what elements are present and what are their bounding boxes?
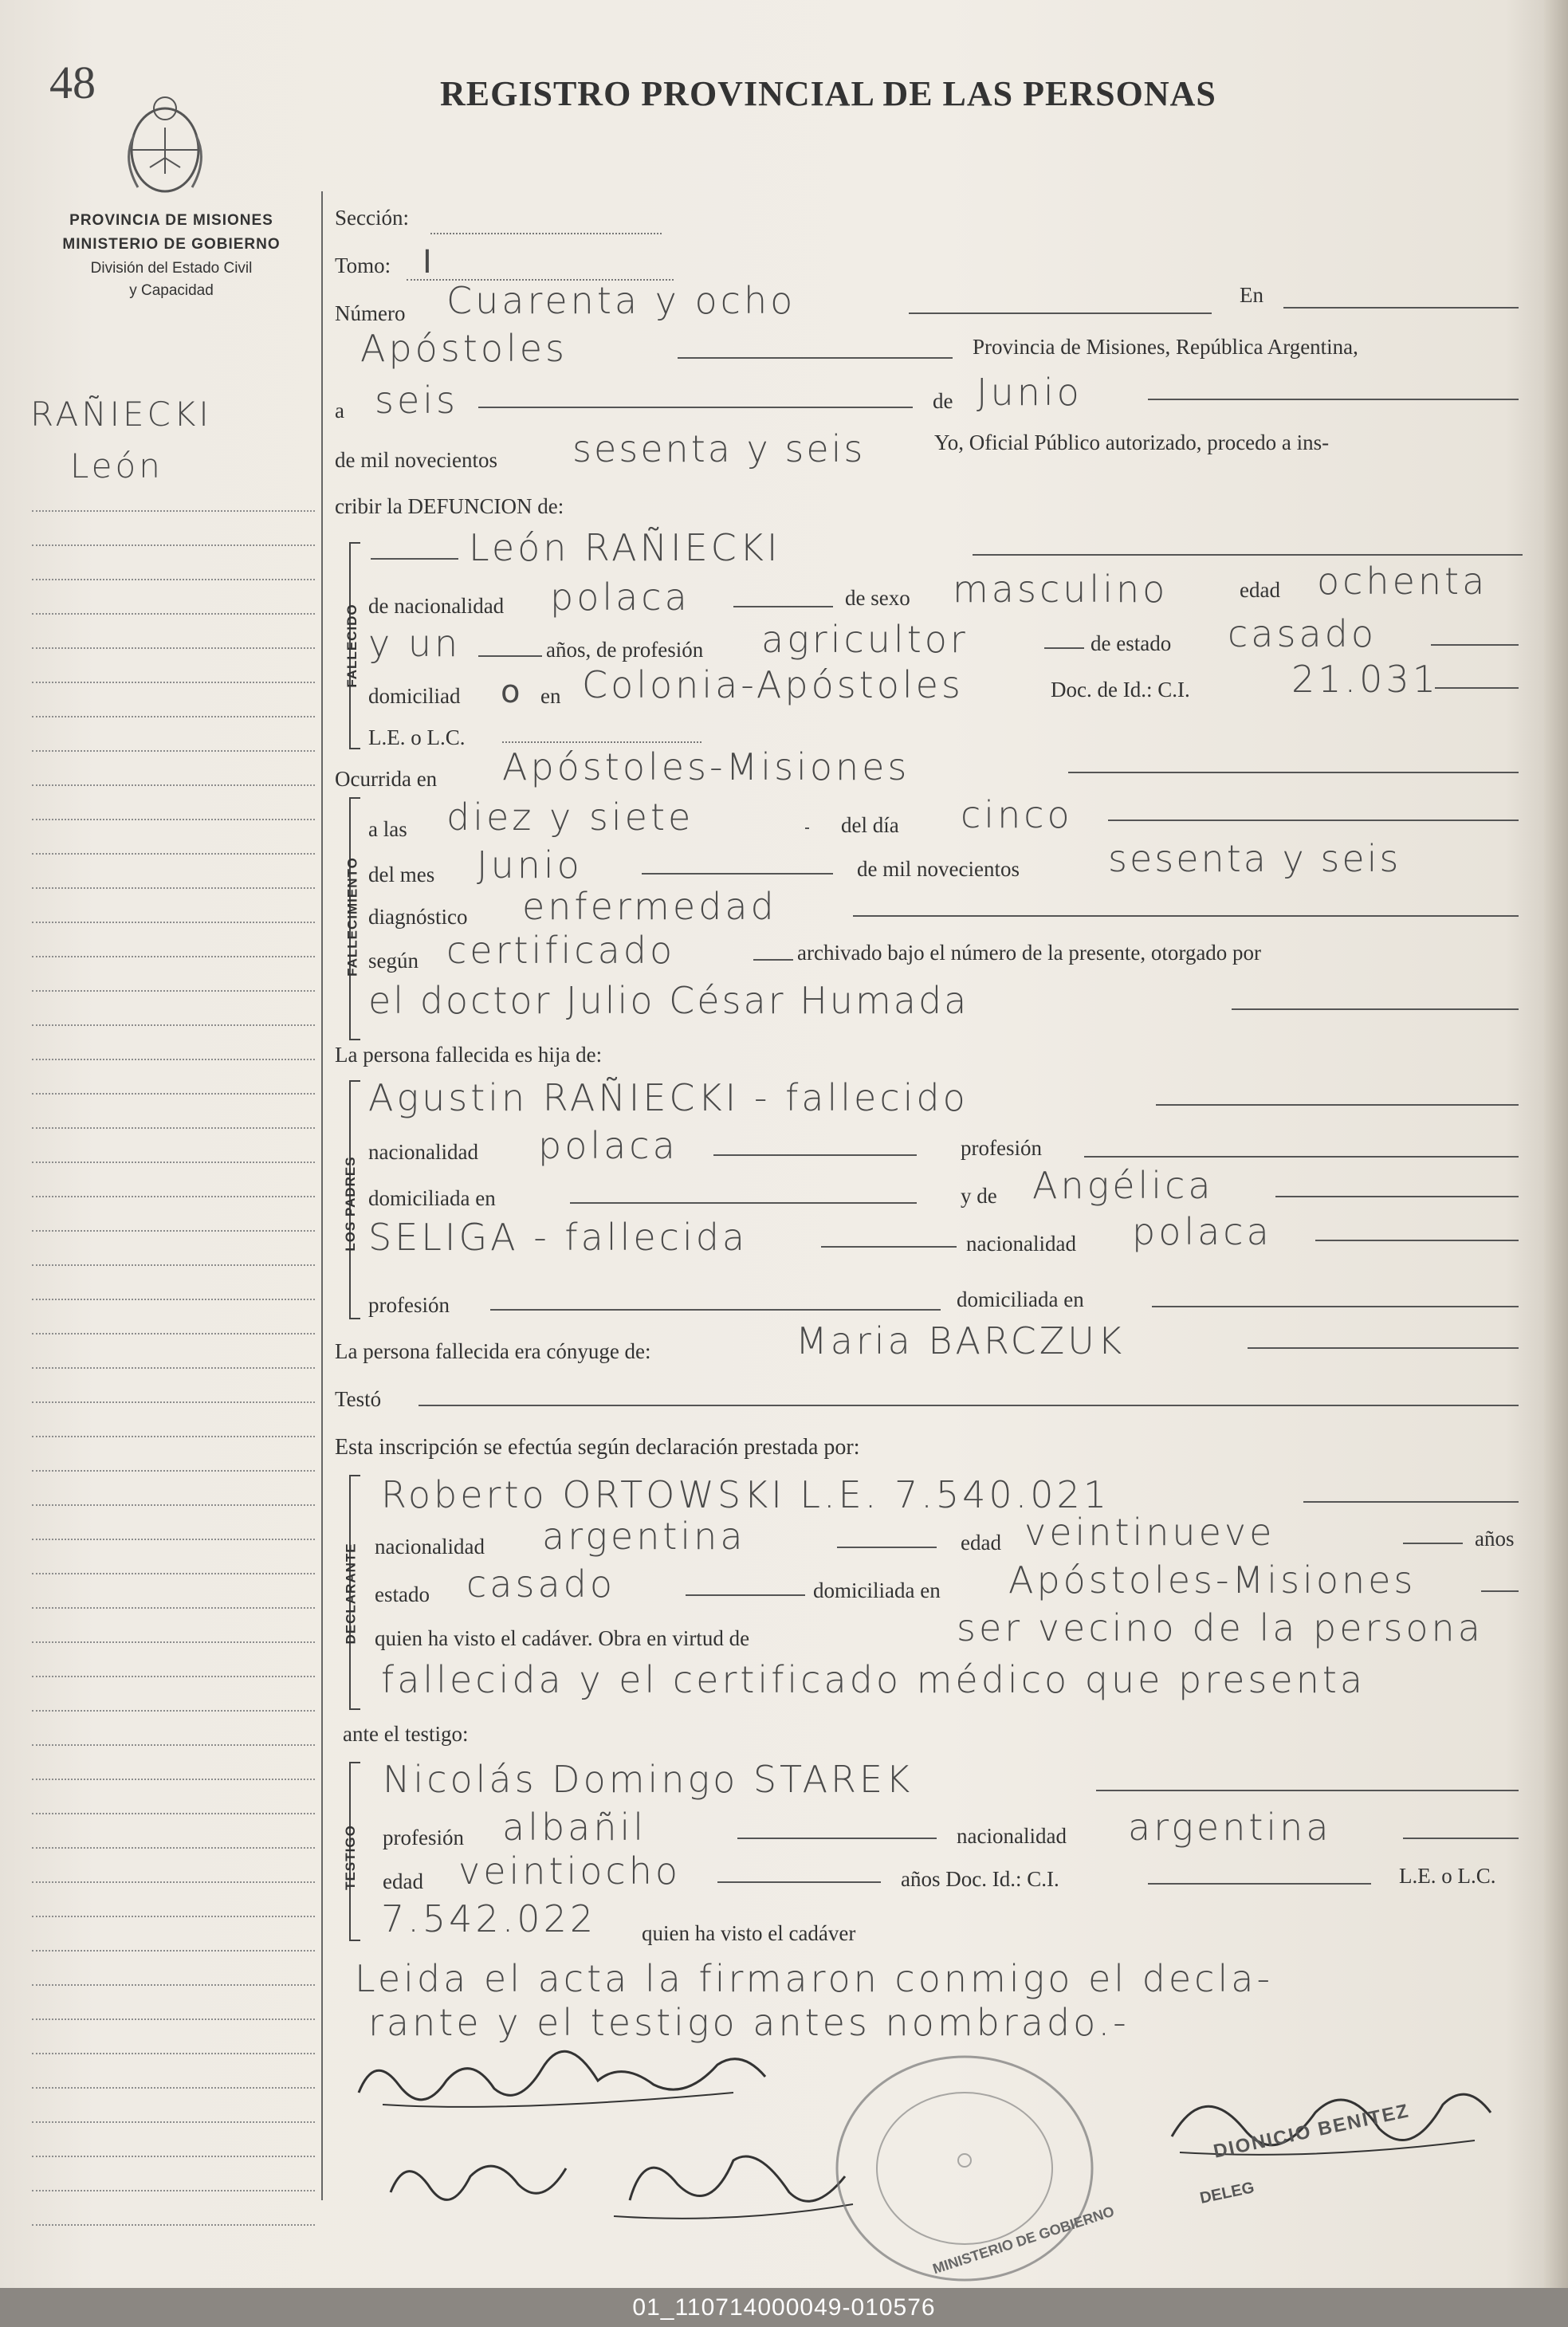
label-ante-testigo: ante el testigo: (343, 1722, 469, 1746)
value-estado: casado (1228, 612, 1377, 655)
value-testigo-doc: 7.542.022 (381, 1897, 597, 1940)
value-anio-fallecimiento: sesenta y seis (1108, 837, 1401, 880)
line-madre-profesion (490, 1309, 941, 1311)
label-edad: edad (1240, 578, 1280, 602)
margin-surname: RAÑIECKI (30, 395, 212, 434)
label-declarante-edad: edad (961, 1531, 1001, 1555)
authority-line-4: y Capacidad (129, 282, 214, 299)
line-declarante-edad (1403, 1543, 1463, 1544)
margin-rule (32, 956, 315, 957)
label-a-las: a las (368, 817, 407, 841)
line-padre-nacionalidad (713, 1154, 917, 1156)
signature-testigo (375, 2128, 869, 2232)
label-quien-visto: quien ha visto el cadáver. Obra en virtud de (375, 1626, 750, 1650)
authority-line-1: PROVINCIA DE MISIONES (69, 212, 273, 229)
value-testigo-profesion: albañil (502, 1806, 647, 1849)
line-ocurrida-en (1068, 772, 1519, 773)
margin-rule (32, 1641, 315, 1643)
stamp-name: DIONICIO BENITEZ (1211, 2100, 1412, 2163)
value-segun: certificado (446, 929, 676, 972)
label-testigo-profesion: profesión (383, 1826, 464, 1849)
label-a: a (335, 399, 344, 423)
margin-rule (32, 990, 315, 992)
margin-rule (32, 1162, 315, 1163)
margin-rule (32, 1881, 315, 1883)
label-cribir: cribir la DEFUNCION de: (335, 494, 564, 518)
line-madre-nacionalidad (1315, 1240, 1519, 1241)
line-diagnostico (853, 915, 1519, 917)
value-madre-2: SELIGA - fallecida (368, 1216, 749, 1259)
line-madre-domiciliada (1152, 1306, 1519, 1307)
margin-rule (32, 1436, 315, 1437)
value-numero: Cuarenta y ocho (446, 279, 796, 322)
margin-rule (32, 922, 315, 923)
line-hora (805, 827, 809, 829)
value-dia: seis (375, 379, 459, 422)
side-label-testigo: TESTIGO (343, 1825, 358, 1890)
line-doctor (1232, 1008, 1519, 1010)
side-label-declarante: DECLARANTE (343, 1543, 359, 1645)
label-numero: Número (335, 301, 406, 325)
line-declarante-nacionalidad (837, 1547, 937, 1548)
label-segun: según (368, 949, 419, 973)
margin-rule (32, 613, 315, 615)
margin-rule (32, 579, 315, 580)
label-tomo: Tomo: (335, 254, 391, 277)
value-obra-virtud-2: fallecida y el certificado médico que presenta (381, 1658, 1366, 1701)
margin-rule (32, 1333, 315, 1334)
margin-rule (32, 1401, 315, 1403)
value-mes: Junio (977, 371, 1083, 414)
margin-rule (32, 2224, 315, 2226)
label-hija-de: La persona fallecida es hija de: (335, 1043, 603, 1067)
label-testigo-edad: edad (383, 1869, 423, 1893)
margin-rule (32, 784, 315, 786)
value-cierre-2: rante y el testigo antes nombrado.- (368, 2001, 1130, 2044)
margin-rule (32, 887, 315, 889)
margin-rule (32, 1676, 315, 1677)
margin-rule (32, 1847, 315, 1849)
label-de-estado: de estado (1091, 631, 1172, 655)
value-testigo-edad: veintiocho (458, 1849, 682, 1893)
value-domicilio: Colonia-Apóstoles (582, 663, 964, 706)
label-declarante-anos: años (1475, 1527, 1515, 1551)
label-de-sexo: de sexo (845, 586, 910, 610)
margin-rule (32, 682, 315, 683)
value-dia-fallecimiento: cinco (961, 793, 1073, 836)
label-ocurrida-en: Ocurrida en (335, 767, 438, 791)
line-profesion (1044, 647, 1084, 649)
label-declarante-nacionalidad: nacionalidad (375, 1535, 485, 1559)
label-de-mil: de mil novecientos (335, 448, 497, 472)
line-padre (1156, 1104, 1519, 1106)
value-padre: Agustin RAÑIECKI - fallecido (368, 1076, 969, 1119)
value-madre-nacionalidad: polaca (1132, 1210, 1272, 1253)
line-testigo-ci (1148, 1883, 1371, 1885)
line-testigo-nacionalidad (1403, 1838, 1519, 1839)
value-conyuge: Maria BARCZUK (796, 1319, 1126, 1362)
value-declarante-edad: veintinueve (1024, 1511, 1275, 1554)
seal-ring-text: MINISTERIO DE GOBIERNO (930, 2203, 1117, 2278)
value-lugar: Apóstoles (360, 327, 568, 370)
label-testigo-le-lc: L.E. o L.C. (1399, 1864, 1496, 1888)
label-de: de (933, 389, 953, 413)
value-nombre: León RAÑIECKI (469, 526, 781, 569)
line-ci (1435, 687, 1519, 689)
line-segun (753, 959, 793, 961)
label-de-mil-2: de mil novecientos (857, 857, 1020, 881)
margin-rule (32, 2018, 315, 2020)
margin-rule (32, 2053, 315, 2054)
label-padre-profesion: profesión (961, 1136, 1042, 1160)
line-declarante-estado (686, 1594, 805, 1596)
label-del-mes: del mes (368, 863, 435, 886)
line-padre-domiciliada (570, 1202, 917, 1204)
label-le-lc: L.E. o L.C. (368, 725, 466, 749)
line-testigo-profesion (737, 1838, 937, 1839)
value-edad-2: y un (368, 622, 462, 665)
value-declarante-domicilio: Apóstoles-Misiones (1008, 1559, 1417, 1602)
margin-rule (32, 1470, 315, 1472)
line-testo (419, 1405, 1519, 1406)
label-del-dia: del día (841, 813, 899, 837)
line-declarante (1303, 1501, 1519, 1503)
signature-declarante (351, 2037, 781, 2125)
value-profesion: agricultor (761, 618, 969, 661)
margin-rule (32, 1059, 315, 1060)
side-label-padres: LOS PADRES (343, 1156, 358, 1252)
margin-name: León (70, 446, 163, 485)
label-testigo-nacionalidad: nacionalidad (957, 1824, 1067, 1848)
value-domiciliado-suffix: o (501, 674, 523, 710)
margin-rule (32, 1710, 315, 1712)
margin-rule (32, 647, 315, 649)
value-testigo-nacionalidad: argentina (1128, 1806, 1332, 1849)
value-ocurrida-en: Apóstoles-Misiones (502, 745, 910, 788)
line-padre-profesion (1084, 1156, 1519, 1158)
value-madre-1: Angélica (1032, 1164, 1214, 1207)
side-label-fallecimiento: FALLECIMIENTO (344, 857, 360, 977)
margin-rule (32, 2121, 315, 2123)
margin-rule (32, 2087, 315, 2089)
value-doctor: el doctor Julio César Humada (368, 979, 969, 1022)
label-testo: Testó (335, 1387, 382, 1411)
margin-rule (32, 1813, 315, 1814)
label-doc-id: Doc. de Id.: C.I. (1051, 678, 1190, 702)
label-madre-domiciliada: domiciliada en (957, 1287, 1084, 1311)
value-mes-fallecimiento: Junio (477, 843, 583, 886)
margin-rule (32, 1916, 315, 1917)
line-declarante-domicilio (1481, 1590, 1519, 1592)
value-declarante-estado: casado (466, 1562, 615, 1606)
value-testigo: Nicolás Domingo STAREK (383, 1758, 914, 1801)
value-tomo: I (422, 244, 434, 281)
value-anio: sesenta y seis (572, 427, 866, 470)
value-nacionalidad: polaca (550, 576, 690, 619)
document-title: REGISTRO PROVINCIAL DE LAS PERSONAS (440, 74, 1216, 113)
value-padre-nacionalidad: polaca (538, 1124, 678, 1167)
label-provincia: Provincia de Misiones, República Argentina, (973, 335, 1358, 359)
line-testigo-edad (717, 1881, 881, 1883)
line-madre-1 (1275, 1196, 1519, 1197)
margin-rule (32, 1367, 315, 1369)
label-conyuge: La persona fallecida era cónyuge de: (335, 1339, 651, 1363)
margin-rule (32, 1573, 315, 1574)
line-conyuge (1248, 1347, 1519, 1349)
margin-rule (32, 1539, 315, 1540)
margin-rule (32, 1024, 315, 1026)
margin-rule (32, 819, 315, 820)
value-ci: 21.031 (1291, 658, 1439, 701)
margin-rule (32, 544, 315, 546)
label-padre-nacionalidad: nacionalidad (368, 1140, 478, 1164)
line-en (1283, 307, 1519, 309)
authority-line-3: División del Estado Civil (90, 260, 253, 277)
margin-rule (32, 1984, 315, 1986)
line-testigo (1096, 1790, 1519, 1791)
margin-rule (32, 750, 315, 752)
label-archivado: archivado bajo el número de la presente, otorgado por (797, 941, 1262, 965)
line-dia (478, 407, 913, 408)
margin-rule (32, 510, 315, 512)
label-domiciliado: domiciliad (368, 684, 461, 708)
value-declarante-nacionalidad: argentina (542, 1515, 746, 1558)
margin-rule (32, 1196, 315, 1197)
value-diagnostico: enfermedad (522, 885, 777, 928)
book-spine (1544, 0, 1568, 2288)
line-nombre-right (973, 554, 1523, 556)
line-seccion (430, 233, 662, 234)
label-testigo-anos-doc: años Doc. Id.: C.I. (901, 1867, 1059, 1891)
label-madre-nacionalidad: nacionalidad (966, 1232, 1076, 1256)
line-edad (478, 655, 542, 657)
line-mes-fallecimiento (642, 873, 833, 875)
line-estado (1431, 644, 1519, 646)
line-madre-2 (821, 1246, 957, 1248)
label-anos-profesion: años, de profesión (546, 638, 704, 662)
column-divider (321, 191, 323, 2200)
margin-rule (32, 1299, 315, 1300)
margin-rule (32, 1607, 315, 1609)
label-de-nacionalidad: de nacionalidad (368, 594, 505, 618)
margin-rule (32, 1093, 315, 1095)
line-numero (909, 312, 1212, 314)
margin-rule (32, 1230, 315, 1232)
margin-rule (32, 1744, 315, 1746)
page-number: 48 (49, 57, 96, 108)
image-id-footer: 01_110714000049-010576 (0, 2288, 1568, 2327)
label-yo-oficial: Yo, Oficial Público autorizado, procedo a ins- (934, 430, 1330, 454)
line-nacionalidad (733, 606, 833, 607)
margin-rule (32, 2190, 315, 2191)
authority-line-2: MINISTERIO DE GOBIERNO (62, 236, 281, 253)
label-en: En (1240, 283, 1263, 307)
label-inscripcion: Esta inscripción se efectúa según declaración prestada por: (335, 1435, 860, 1460)
coat-of-arms-icon (118, 80, 212, 199)
value-declarante: Roberto ORTOWSKI L.E. 7.540.021 (381, 1473, 1110, 1516)
label-quien-visto-2: quien ha visto el cadáver (642, 1921, 856, 1945)
margin-rule (32, 1127, 315, 1129)
label-declarante-estado: estado (375, 1582, 430, 1606)
value-obra-virtud-1: ser vecino de la persona (957, 1606, 1484, 1649)
margin-rule (32, 2156, 315, 2157)
margin-rule (32, 716, 315, 717)
label-y-de: y de (961, 1184, 997, 1208)
line-nombre-left (371, 558, 458, 560)
line-mes (1148, 399, 1519, 400)
label-en-domicilio: en (540, 684, 561, 708)
stamp-sub: DELEG (1198, 2179, 1256, 2207)
value-sexo: masculino (953, 568, 1169, 611)
line-dia-fallecimiento (1108, 820, 1519, 821)
label-padre-domiciliada: domiciliada en (368, 1186, 496, 1210)
line-le-lc (502, 741, 701, 743)
value-hora: diez y siete (446, 796, 694, 839)
margin-rule (32, 1779, 315, 1780)
margin-rule (32, 1950, 315, 1952)
margin-rule (32, 1504, 315, 1506)
value-edad-1: ochenta (1317, 560, 1488, 603)
label-diagnostico: diagnóstico (368, 905, 468, 929)
line-lugar (678, 357, 953, 359)
margin-rule (32, 1264, 315, 1266)
authority-block (24, 212, 319, 300)
side-label-fallecido: FALLECIDO (344, 603, 360, 688)
label-madre-profesion: profesión (368, 1293, 450, 1317)
value-cierre-1: Leida el acta la firmaron conmigo el decla- (355, 1957, 1274, 2000)
margin-rule (32, 853, 315, 855)
label-seccion: Sección: (335, 206, 409, 230)
label-declarante-domiciliada: domiciliada en (813, 1578, 941, 1602)
